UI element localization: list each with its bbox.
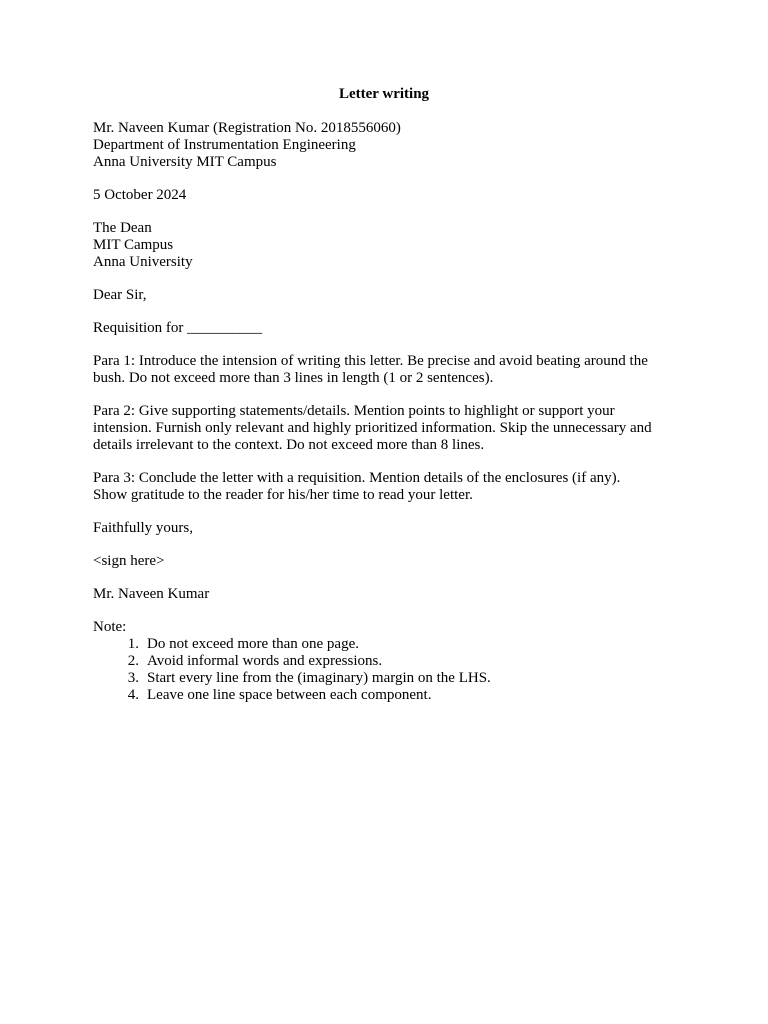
paragraph-2: [93, 403, 683, 454]
subject-text: Requisition for __________: [93, 320, 263, 336]
note-text: Leave one line space between each component.: [147, 687, 432, 703]
letter-body: [93, 120, 683, 704]
sender-line: Mr. Naveen Kumar (Registration No. 2018556060): [93, 120, 401, 136]
paragraph-line: Show gratitude to the reader for his/her time to read your letter.: [93, 487, 473, 503]
note-list: [93, 636, 683, 704]
note-section: [93, 619, 683, 704]
sender-address: [93, 120, 683, 171]
note-number: 1.: [127, 636, 139, 652]
salutation: [93, 287, 683, 304]
paragraph-line: intension. Furnish only relevant and highly prioritized information. Skip the unnecessary and: [93, 420, 652, 436]
closing-text: Faithfully yours,: [93, 520, 193, 536]
note-number: 4.: [127, 687, 139, 703]
letter-date: [93, 187, 683, 204]
paragraph-1: [93, 353, 683, 387]
signature-placeholder: [93, 553, 683, 570]
note-item: [93, 670, 683, 687]
paragraph-line: Para 3: Conclude the letter with a requisition. Mention details of the enclosures (if any).: [93, 470, 621, 486]
note-text: Start every line from the (imaginary) margin on the LHS.: [147, 670, 491, 686]
note-text: Avoid informal words and expressions.: [147, 653, 383, 669]
signature-text: <sign here>: [93, 553, 165, 569]
date-text: 5 October 2024: [93, 187, 187, 203]
note-number: 3.: [127, 670, 139, 686]
note-item: [93, 653, 683, 670]
recipient-line: Anna University: [93, 254, 193, 270]
document-title: Letter writing: [338, 86, 430, 102]
paragraph-3: [93, 470, 683, 504]
signer-text: Mr. Naveen Kumar: [93, 586, 210, 602]
note-item: [93, 636, 683, 653]
recipient-line: The Dean: [93, 220, 152, 236]
signer-name: [93, 586, 683, 603]
note-text: Do not exceed more than one page.: [147, 636, 359, 652]
subject: [93, 320, 683, 337]
sender-line: Department of Instrumentation Engineering: [93, 137, 356, 153]
paragraph-line: Para 2: Give supporting statements/details. Mention points to highlight or support your: [93, 403, 615, 419]
recipient-address: [93, 220, 683, 271]
paragraph-line: Para 1: Introduce the intension of writing this letter. Be precise and avoid beating around the: [93, 353, 648, 369]
sender-line: Anna University MIT Campus: [93, 154, 277, 170]
note-number: 2.: [127, 653, 139, 669]
paragraph-line: details irrelevant to the context. Do not exceed more than 8 lines.: [93, 437, 485, 453]
closing: [93, 520, 683, 537]
paragraph-line: bush. Do not exceed more than 3 lines in length (1 or 2 sentences).: [93, 370, 494, 386]
recipient-line: MIT Campus: [93, 237, 174, 253]
salutation-text: Dear Sir,: [93, 287, 147, 303]
note-label: Note:: [93, 619, 127, 635]
note-item: [93, 687, 683, 704]
